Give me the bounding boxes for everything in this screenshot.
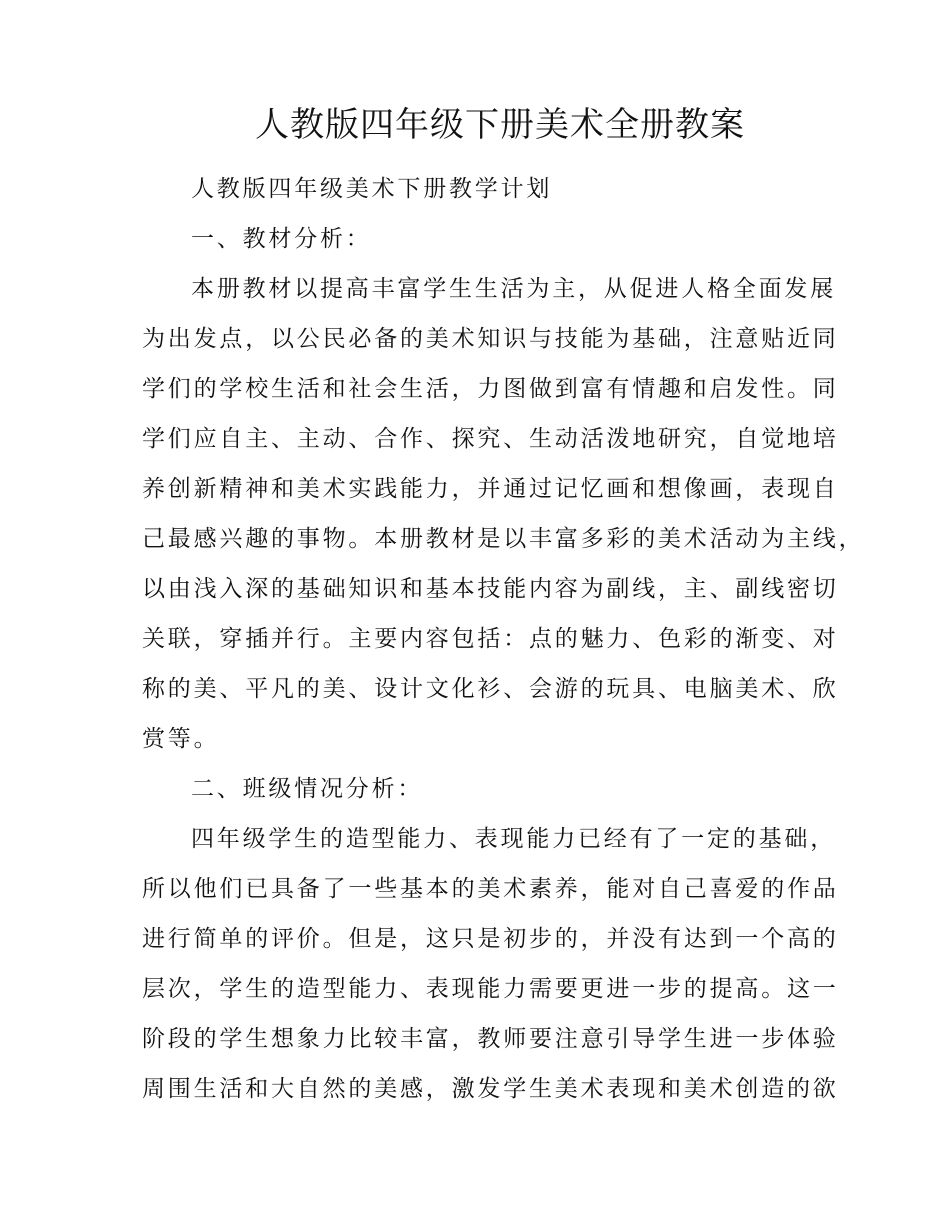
- text-line: 阶段的学生想象力比较丰富，教师要注意引导学生进一步体验: [142, 1026, 839, 1052]
- text-line: 赏等。: [142, 726, 220, 752]
- text-line: 进行简单的评价。但是，这只是初步的，并没有达到一个高的: [142, 926, 839, 952]
- text-line: 周围生活和大自然的美感，激发学生美术表现和美术创造的欲: [142, 1076, 839, 1102]
- text-line: 所以他们已具备了一些基本的美术素养，能对自己喜爱的作品: [142, 876, 839, 902]
- document-title: 人教版四年级下册美术全册教案: [255, 105, 745, 145]
- text-line: 一、教材分析：: [191, 226, 372, 252]
- text-line: 学们的学校生活和社会生活，力图做到富有情趣和启发性。同: [142, 376, 839, 402]
- text-line: 己最感兴趣的事物。本册教材是以丰富多彩的美术活动为主线，: [142, 526, 865, 552]
- text-line: 学们应自主、主动、合作、探究、生动活泼地研究，自觉地培: [142, 426, 839, 452]
- text-line: 四年级学生的造型能力、表现能力已经有了一定的基础，: [191, 826, 836, 852]
- text-line: 养创新精神和美术实践能力，并通过记忆画和想像画，表现自: [142, 476, 839, 502]
- text-line: 称的美、平凡的美、设计文化衫、会游的玩具、电脑美术、欣: [142, 676, 839, 702]
- text-line: 二、班级情况分析：: [191, 776, 424, 802]
- text-line: 以由浅入深的基础知识和基本技能内容为副线，主、副线密切: [142, 576, 839, 602]
- document-body: [142, 164, 865, 1114]
- text-line: 为出发点，以公民必备的美术知识与技能为基础，注意贴近同: [142, 326, 839, 352]
- text-line: 人教版四年级美术下册教学计划: [191, 176, 553, 202]
- text-line: 层次，学生的造型能力、表现能力需要更进一步的提高。这一: [142, 976, 839, 1002]
- text-line: 本册教材以提高丰富学生生活为主，从促进人格全面发展: [191, 276, 836, 302]
- text-line: 关联，穿插并行。主要内容包括：点的魅力、色彩的渐变、对: [142, 626, 839, 652]
